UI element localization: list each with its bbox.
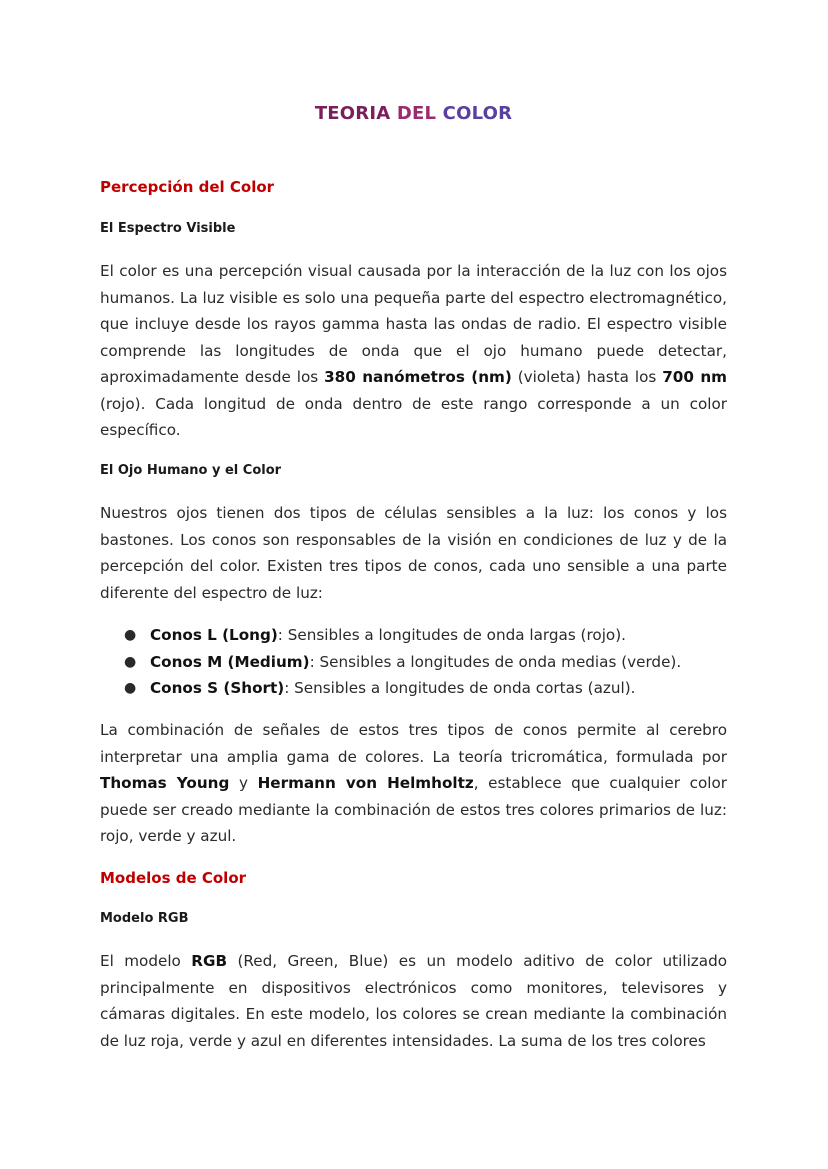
paragraph-text: (violeta) hasta los xyxy=(511,368,663,386)
title-word-1: TEORIA xyxy=(314,103,391,124)
section-heading-percepcion: Percepción del Color xyxy=(100,178,275,196)
bullet-icon: ● xyxy=(124,627,137,643)
paragraph-text: El modelo xyxy=(100,952,192,970)
title-word-2: DEL xyxy=(396,103,437,124)
paragraph-text: , establece que cualquier color puede ser creado mediante la combinación de estos tres colores primarios de luz: rojo, verde y azul. xyxy=(100,774,727,845)
paragraph-ojo-humano: Nuestros ojos tienen dos tipos de células sensibles a la luz: los conos y los bastones. Los conos son responsables de la visión en condiciones de luz y de la percepción del color. Existen tres tipos de conos, cada uno sensible a una parte diferente del espectro de luz: xyxy=(100,504,727,602)
list-item-text: : Sensibles a longitudes de onda cortas (azul). xyxy=(284,679,636,697)
bold-helmholtz: Hermann von Helmholtz xyxy=(257,774,474,792)
bullet-icon: ● xyxy=(124,653,137,670)
list-item-text: : Sensibles a longitudes de onda medias (verde). xyxy=(309,652,682,671)
paragraph-rgb xyxy=(100,948,727,1054)
subheading-modelo-rgb: Modelo RGB xyxy=(100,911,189,926)
paragraph-text: El color es una percepción visual causada por la interacción de la luz con los ojos humanos. La luz visible es solo una pequeña parte del espectro electromagnético, que incluye desde los rayos gamma hasta las ondas de radio. El espectro visible comprende las longitudes de onda que el ojo humano puede detectar, aproximadamente desde los xyxy=(100,262,727,386)
list-item-bold: Conos M (Medium) xyxy=(150,652,310,671)
paragraph-text: La combinación de señales de estos tres tipos de conos permite al cerebro interpretar una amplia gama de colores. La teoría tricromática, formulada por xyxy=(100,721,727,766)
paragraph-espectro xyxy=(100,258,727,444)
section-heading-modelos: Modelos de Color xyxy=(100,869,247,887)
paragraph-tricromatica xyxy=(100,717,727,850)
document-title xyxy=(100,103,727,124)
paragraph-text: (Red, Green, Blue) es un modelo aditivo de color utilizado principalmente en dispositivos electrónicos como monitores, televisores y cámaras digitales. En este modelo, los colores se crean mediante la combinación de luz roja, verde y azul en diferentes intensidades. La suma de los tres colores xyxy=(100,952,727,1050)
list-item-bold: Conos L (Long) xyxy=(150,626,278,644)
subheading-ojo-humano: El Ojo Humano y el Color xyxy=(100,463,282,478)
paragraph-text: y xyxy=(229,774,258,792)
list-item-bold: Conos S (Short) xyxy=(150,679,285,697)
list-item-text: : Sensibles a longitudes de onda largas (rojo). xyxy=(277,626,626,644)
bold-rgb: RGB xyxy=(191,952,228,970)
list-item xyxy=(124,649,681,676)
bullet-icon: ● xyxy=(124,680,137,696)
list-item xyxy=(124,675,681,702)
list-item xyxy=(124,622,681,649)
bold-thomas-young: Thomas Young xyxy=(100,774,230,792)
paragraph-text: (rojo). Cada longitud de onda dentro de este rango corresponde a un color específico. xyxy=(100,394,727,439)
title-word-3: COLOR xyxy=(442,103,513,124)
bold-380nm: 380 nanómetros (nm) xyxy=(324,368,512,386)
cones-list xyxy=(124,622,681,702)
subheading-espectro-visible: El Espectro Visible xyxy=(100,221,236,236)
bold-700nm: 700 nm xyxy=(662,368,727,386)
